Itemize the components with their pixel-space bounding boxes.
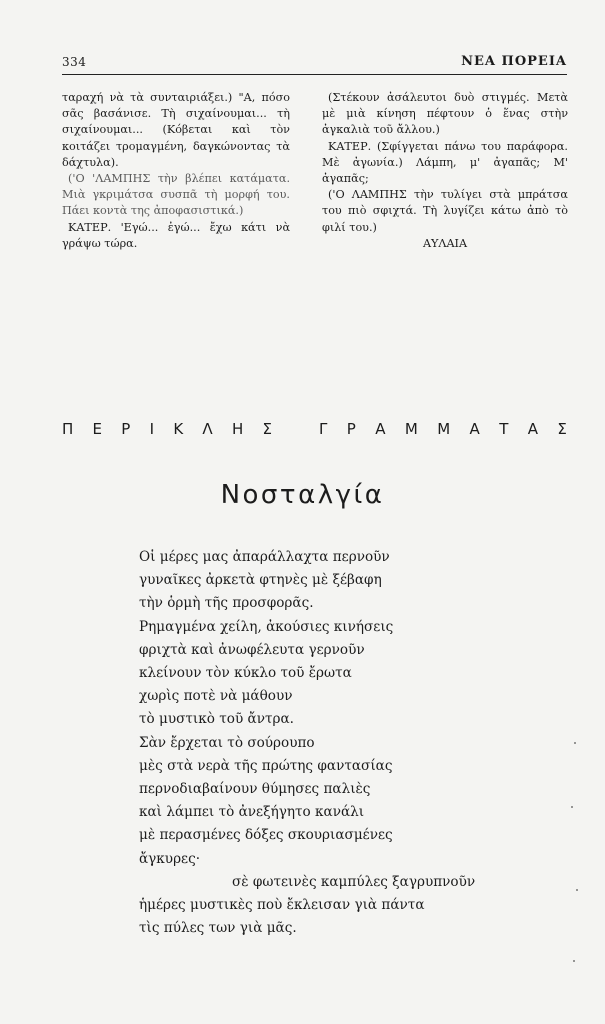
poem-line: χωρὶς ποτὲ νὰ μάθουν — [139, 688, 293, 705]
author-first-name-letter: Ε — [92, 420, 103, 438]
author-last-name-letter: Ρ — [346, 420, 356, 438]
poem-line: γυναῖκες ἀρκετὰ φτηνὲς μὲ ξέβαφη — [139, 572, 382, 589]
author-last-name-letter: Μ — [437, 420, 451, 438]
poem-line: τὸ μυστικὸ τοῦ ἄντρα. — [139, 711, 295, 728]
poem-line: Ρημαγμένα χείλη, ἀκούσιες κινήσεις — [139, 618, 394, 635]
author-first-name-letter: Η — [231, 420, 244, 438]
author-last-name-letter: Α — [527, 420, 539, 438]
right-text-column — [322, 90, 568, 252]
author-last-name — [319, 420, 567, 438]
poem-line: μὲ περασμένες δόξες σκουριασμένες — [139, 827, 393, 844]
poem-line: κλείνουν τὸν κύκλο τοῦ ἔρωτα — [139, 665, 352, 682]
author-name — [62, 420, 567, 438]
author-last-name-letter: Α — [469, 420, 480, 438]
poem-line: φριχτὰ καὶ ἀνωφέλευτα γερνοῦν — [139, 641, 365, 658]
poem-line: περνοδιαβαίνουν θύμησες παλιὲς — [139, 781, 371, 798]
author-first-name-letter: Σ — [262, 420, 272, 438]
author-first-name-letter: Ι — [149, 420, 155, 438]
right-column-paragraph: (Στέκουν ἀσάλευτοι δυὸ στιγμές. Μετὰ μὲ μιὰ κίνηση πέφτουν ὁ ἕνας στὴν ἀγκαλιὰ τοῦ ἄλλου.) — [322, 91, 568, 137]
paper-speck — [571, 806, 573, 808]
right-column-paragraph: ΑΥΛΑΙΑ — [422, 236, 468, 250]
left-column-paragraph: ταραχή νὰ τὰ συνταιριάξει.) "Α, πόσο σᾶς βασάνισε. Τὴ σιχαίνουμαι... τὴ σιχαίνουμαι... (Κόβεται καὶ τὸν κοιτάζει τρομαγμένη, δαγκώνοντας τὰ δάχτυλα). — [62, 91, 290, 169]
author-first-name-letter: Ρ — [121, 420, 131, 438]
poem-line: μὲς στὰ νερὰ τῆς πρώτης φαντασίας — [139, 757, 393, 774]
left-column-paragraph: ΚΑΤΕΡ. 'Εγώ... ἐγώ... ἔχω κάτι νὰ γράψω τώρα. — [62, 220, 290, 250]
poem-title: Νοσταλγία — [220, 480, 385, 510]
poem-line: τὴν ὁρμὴ τῆς προσφορᾶς. — [139, 595, 314, 612]
author-last-name-letter: Γ — [319, 420, 328, 438]
paper-speck — [576, 889, 578, 891]
page-header — [62, 52, 567, 72]
left-column-paragraph: ('Ο 'ΛΑΜΠΗΣ τὴν βλέπει κατάματα. Μιὰ γκριμάτσα συσπᾶ τὴ μορφή του. Πάει κοντὰ της ἀποφασιστικά.) — [62, 172, 290, 218]
author-first-name-letter: Λ — [202, 420, 213, 438]
poem-line: καὶ λάμπει τὸ ἀνεξήγητο κανάλι — [139, 804, 365, 821]
poem-line: τὶς πύλες των γιὰ μᾶς. — [139, 920, 297, 937]
author-first-name-letter: Κ — [173, 420, 184, 438]
poem-line: ἡμέρες μυστικὲς ποὺ ἔκλεισαν γιὰ πάντα — [139, 897, 425, 914]
author-first-name — [62, 420, 272, 438]
poem-line: Οἱ μέρες μας ἀπαράλλαχτα περνοῦν — [139, 549, 390, 565]
author-last-name-letter: Τ — [499, 420, 509, 438]
poem-line: ἄγκυρες· — [139, 850, 201, 867]
author-first-name-letter: Π — [62, 420, 74, 438]
poem-line: Σὰν ἔρχεται τὸ σούρουπο — [139, 734, 315, 751]
header-rule — [62, 74, 567, 75]
author-last-name-letter: Σ — [557, 420, 567, 438]
poem-line: σὲ φωτεινὲς καμπύλες ξαγρυπνοῦν — [232, 873, 476, 890]
paper-speck — [574, 742, 576, 744]
left-text-column — [62, 90, 290, 252]
paper-speck — [573, 960, 575, 962]
right-column-paragraph: ('Ο ΛΑΜΠΗΣ τὴν τυλίγει στὰ μπράτσα του πιὸ σφιχτά. Τὴ λυγίζει κάτω ἀπὸ τὸ φιλί του.) — [322, 188, 568, 234]
author-last-name-letter: Α — [375, 420, 386, 438]
right-column-paragraph: ΚΑΤΕΡ. (Σφίγγεται πάνω του παράφορα. Μὲ ἀγωνία.) Λάμπη, μ' ἀγαπᾶς; Μ' ἀγαπᾶς; — [322, 139, 568, 186]
poem-body — [139, 546, 559, 940]
journal-title: ΝΕΑ ΠΟΡΕΙΑ — [461, 54, 567, 69]
page-number: 334 — [62, 55, 87, 69]
author-last-name-letter: Μ — [404, 420, 418, 438]
